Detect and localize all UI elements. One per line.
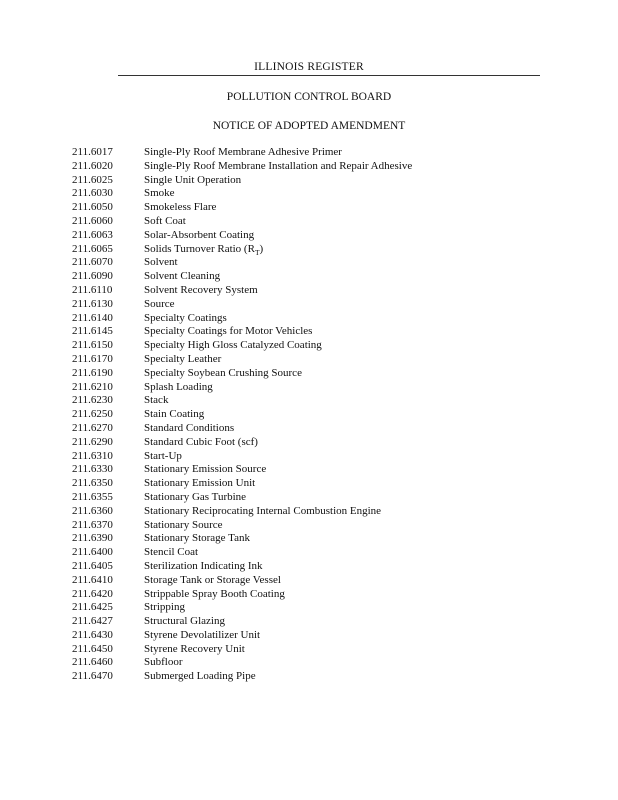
section-row — [72, 160, 412, 174]
section-title — [144, 215, 186, 229]
section-title-text: Splash Loading — [144, 380, 213, 393]
section-row — [72, 312, 412, 326]
section-number: 211.6110 — [72, 283, 113, 296]
section-title — [144, 229, 254, 243]
section-title — [144, 325, 312, 339]
notice-title: NOTICE OF ADOPTED AMENDMENT — [212, 120, 406, 132]
section-title-text: Stationary Storage Tank — [144, 532, 250, 545]
section-row — [72, 643, 412, 657]
section-number: 211.6290 — [72, 435, 113, 448]
section-number: 211.6020 — [72, 159, 113, 172]
section-row — [72, 491, 412, 505]
section-title — [144, 422, 234, 436]
section-title — [144, 284, 258, 298]
section-title-subscript: T — [254, 247, 260, 257]
section-title-text: Smoke — [144, 187, 175, 200]
section-title-text: Stationary Reciprocating Internal Combustion Engine — [144, 504, 382, 517]
section-title — [144, 546, 198, 560]
section-title-text: Standard Cubic Foot (scf) — [144, 435, 258, 448]
section-title-text: Stack — [144, 394, 169, 407]
section-title-text: Submerged Loading Pipe — [144, 670, 256, 683]
section-title-text: Specialty Soybean Crushing Source — [144, 366, 302, 379]
section-title — [144, 588, 285, 602]
section-row — [72, 394, 412, 408]
section-list — [72, 146, 412, 684]
section-title — [144, 243, 263, 257]
section-row — [72, 353, 412, 367]
section-title — [144, 601, 185, 615]
section-title-text: Strippable Spray Booth Coating — [144, 587, 285, 600]
section-row — [72, 174, 412, 188]
section-title — [144, 656, 183, 670]
section-title — [144, 643, 245, 657]
section-row — [72, 298, 412, 312]
section-row — [72, 215, 412, 229]
section-row — [72, 670, 412, 684]
section-number: 211.6330 — [72, 463, 113, 476]
section-number: 211.6370 — [72, 518, 113, 531]
section-title — [144, 146, 342, 160]
section-number: 211.6450 — [72, 642, 113, 655]
section-number: 211.6230 — [72, 394, 113, 407]
section-row — [72, 601, 412, 615]
section-number: 211.6427 — [72, 615, 113, 628]
section-row — [72, 284, 412, 298]
section-title-text: Single-Ply Roof Membrane Installation and Repair Adhesive — [144, 159, 413, 172]
section-number: 211.6400 — [72, 546, 113, 559]
section-row — [72, 367, 412, 381]
section-row — [72, 505, 412, 519]
section-number: 211.6405 — [72, 559, 113, 572]
section-row — [72, 381, 412, 395]
board-title: POLLUTION CONTROL BOARD — [226, 91, 392, 103]
section-row — [72, 629, 412, 643]
section-title — [144, 256, 178, 270]
section-number: 211.6060 — [72, 214, 113, 227]
section-row — [72, 450, 412, 464]
section-title-text: Source — [144, 297, 175, 310]
section-number: 211.6350 — [72, 477, 113, 490]
section-number: 211.6090 — [72, 270, 113, 283]
section-number: 211.6063 — [72, 228, 113, 241]
section-number: 211.6460 — [72, 656, 113, 669]
section-title — [144, 187, 175, 201]
section-row — [72, 656, 412, 670]
section-row — [72, 243, 412, 257]
section-row — [72, 615, 412, 629]
section-title — [144, 381, 213, 395]
section-number: 211.6150 — [72, 339, 113, 352]
section-row — [72, 229, 412, 243]
section-number: 211.6017 — [72, 146, 113, 158]
section-number: 211.6210 — [72, 380, 113, 393]
register-title-text: ILLINOIS REGISTER — [251, 61, 367, 73]
section-title — [144, 670, 256, 684]
section-row — [72, 560, 412, 574]
section-title-text: Subfloor — [144, 656, 183, 669]
section-title — [144, 436, 258, 450]
section-title — [144, 298, 175, 312]
section-number: 211.6310 — [72, 449, 113, 462]
section-title — [144, 532, 250, 546]
section-title — [144, 160, 412, 174]
section-title — [144, 312, 227, 326]
section-title-text: Stationary Gas Turbine — [144, 490, 247, 503]
section-title — [144, 339, 322, 353]
section-title — [144, 463, 266, 477]
section-title-text: Start-Up — [144, 449, 182, 462]
section-row — [72, 146, 412, 160]
section-title — [144, 519, 223, 533]
section-title — [144, 491, 246, 505]
section-number: 211.6025 — [72, 173, 113, 186]
section-row — [72, 325, 412, 339]
section-title — [144, 560, 263, 574]
section-title — [144, 367, 302, 381]
section-number: 211.6030 — [72, 187, 113, 200]
section-title — [144, 450, 182, 464]
section-row — [72, 477, 412, 491]
section-row — [72, 408, 412, 422]
section-row — [72, 588, 412, 602]
section-row — [72, 519, 412, 533]
section-title-text: Stripping — [144, 601, 185, 614]
section-title-text: Stationary Emission Unit — [144, 477, 256, 490]
section-title-text: Stationary Source — [144, 518, 223, 531]
section-row — [72, 546, 412, 560]
section-title — [144, 394, 168, 408]
section-title — [144, 201, 216, 215]
section-title-text: Structural Glazing — [144, 615, 225, 628]
section-title-text: Specialty Coatings — [144, 311, 227, 324]
section-title — [144, 174, 241, 188]
section-title-text: Specialty Coatings for Motor Vehicles — [144, 325, 313, 338]
section-title-text: Solids Turnover Ratio (R — [144, 242, 255, 255]
section-title-text: Stencil Coat — [144, 546, 199, 559]
section-number: 211.6390 — [72, 532, 113, 545]
section-title-text: Single-Ply Roof Membrane Adhesive Primer — [144, 146, 342, 158]
section-row — [72, 339, 412, 353]
section-number: 211.6145 — [72, 325, 113, 338]
section-title-text: Styrene Devolatilizer Unit — [144, 628, 261, 641]
section-title — [144, 353, 221, 367]
section-title — [144, 629, 260, 643]
section-title-text: Single Unit Operation — [144, 173, 242, 186]
section-title-text: Standard Conditions — [144, 421, 235, 434]
section-number: 211.6430 — [72, 628, 113, 641]
section-title — [144, 505, 381, 519]
section-row — [72, 422, 412, 436]
section-number: 211.6470 — [72, 670, 113, 683]
section-number: 211.6420 — [72, 587, 113, 600]
section-number: 211.6140 — [72, 311, 113, 324]
register-title — [0, 61, 618, 73]
section-title-text: Smokeless Flare — [144, 201, 217, 214]
section-row — [72, 574, 412, 588]
section-title — [144, 408, 204, 422]
section-title-text: Stain Coating — [144, 408, 205, 421]
section-row — [72, 187, 412, 201]
section-title — [144, 477, 255, 491]
section-title-text: Specialty High Gloss Catalyzed Coating — [144, 339, 322, 352]
section-title-text: Solar-Absorbent Coating — [144, 228, 255, 241]
section-title-text: Solvent Recovery System — [144, 283, 258, 296]
section-number: 211.6425 — [72, 601, 113, 614]
section-title-suffix: ) — [259, 242, 264, 255]
section-title — [144, 574, 281, 588]
section-number: 211.6070 — [72, 256, 113, 269]
section-number: 211.6250 — [72, 408, 113, 421]
section-number: 211.6270 — [72, 421, 113, 434]
section-number: 211.6190 — [72, 366, 113, 379]
section-number: 211.6355 — [72, 490, 113, 503]
section-row — [72, 270, 412, 284]
section-title-text: Stationary Emission Source — [144, 463, 267, 476]
section-title-text: Solvent Cleaning — [144, 270, 221, 283]
section-row — [72, 436, 412, 450]
section-title-text: Solvent — [144, 256, 178, 269]
section-number: 211.6130 — [72, 297, 113, 310]
section-number: 211.6050 — [72, 201, 113, 214]
section-number: 211.6360 — [72, 504, 113, 517]
section-title-text: Storage Tank or Storage Vessel — [144, 573, 281, 586]
header-rule — [118, 75, 540, 76]
section-row — [72, 201, 412, 215]
section-number: 211.6170 — [72, 352, 113, 365]
section-row — [72, 256, 412, 270]
section-title-text: Styrene Recovery Unit — [144, 642, 245, 655]
section-number: 211.6065 — [72, 242, 113, 255]
section-title-text: Specialty Leather — [144, 352, 222, 365]
section-title-text: Sterilization Indicating Ink — [144, 559, 263, 572]
section-title-text: Soft Coat — [144, 214, 186, 227]
section-title — [144, 615, 225, 629]
section-row — [72, 463, 412, 477]
section-row — [72, 532, 412, 546]
section-title — [144, 270, 220, 284]
section-number: 211.6410 — [72, 573, 113, 586]
